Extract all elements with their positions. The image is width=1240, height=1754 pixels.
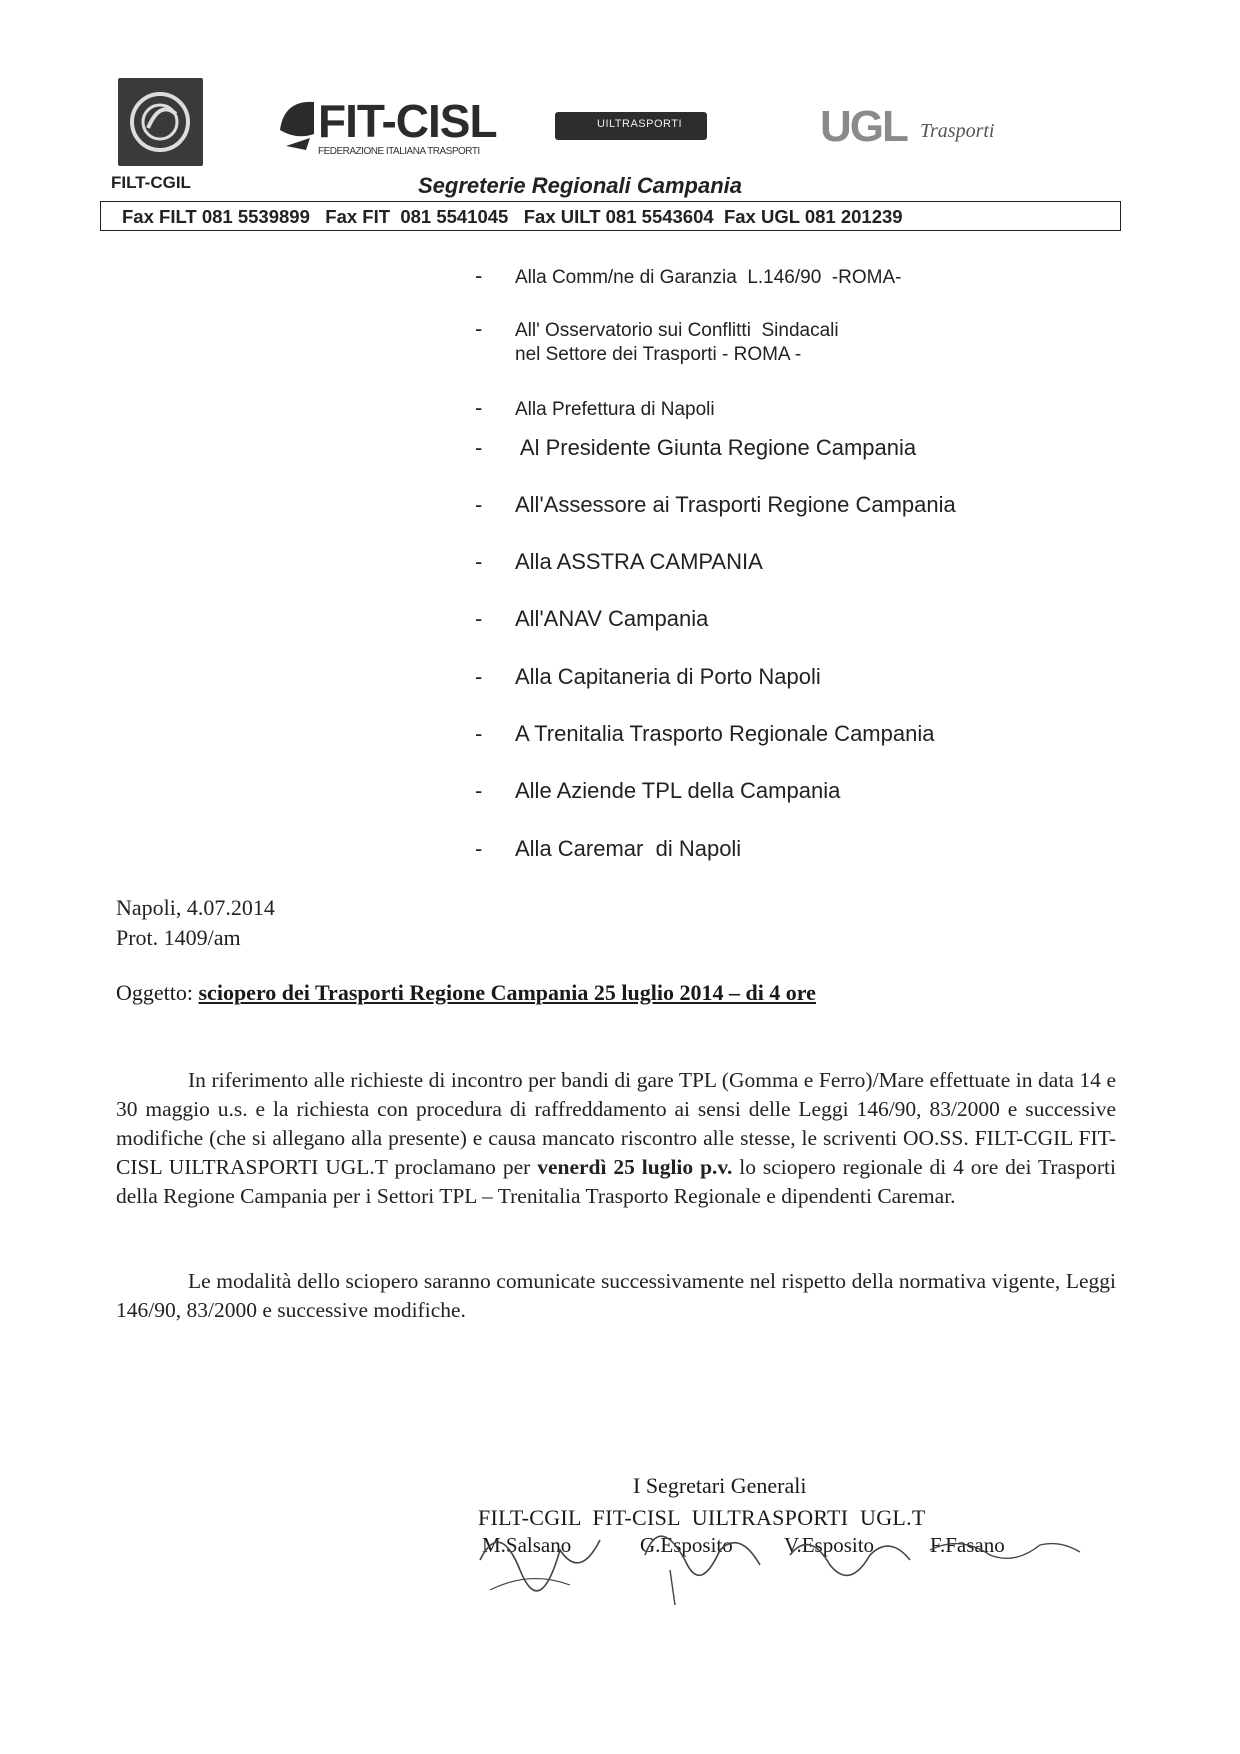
recipient-text: Alla Caremar di Napoli [515, 836, 742, 861]
filt-cgil-logo [118, 78, 203, 166]
subject-label: Oggetto: [116, 980, 199, 1005]
strike-date: venerdì 25 luglio p.v. [537, 1155, 733, 1179]
body-paragraph-1 [116, 1066, 1116, 1211]
recipient-text: All'Assessore ai Trasporti Regione Campania [515, 492, 956, 517]
signatory-name: G.Esposito [640, 1533, 733, 1557]
body-paragraph-2: Le modalità dello sciopero saranno comunicate successivamente nel rispetto della normativa vigente, Leggi 146/90, 83/2000 e successive modifiche. [116, 1269, 1116, 1322]
recipient-item [475, 395, 715, 421]
recipient-text: All' Osservatorio sui Conflitti Sindacali [515, 320, 839, 341]
ugl-logo-subtitle: Trasporti [920, 120, 995, 142]
recipient-text: A Trenitalia Trasporto Regionale Campania [515, 721, 935, 746]
subject-text: sciopero dei Trasporti Regione Campania 25 luglio 2014 – di 4 ore [198, 980, 816, 1005]
signature-title: I Segretari Generali [633, 1473, 807, 1498]
signatory-name: F.Fasano [930, 1533, 1005, 1557]
recipient-item [475, 606, 708, 632]
signatory-name: V.Esposito [784, 1533, 875, 1557]
list-dash: - [475, 263, 483, 288]
fit-cisl-logo-text: FIT-CISL [318, 95, 497, 147]
recipient-item [475, 664, 821, 690]
recipient-text-line2: nel Settore dei Trasporti - ROMA - [515, 344, 802, 365]
recipient-item [475, 316, 839, 342]
recipient-item [475, 549, 763, 575]
signature-organizations: FILT-CGIL FIT-CISL UILTRASPORTI UGL.T [478, 1505, 926, 1530]
uiltrasporti-logo-text: UILTRASPORTI [597, 118, 683, 130]
recipient-text: Alla Prefettura di Napoli [515, 399, 715, 420]
recipient-item [475, 721, 934, 747]
list-dash: - [475, 492, 483, 517]
recipient-item [475, 492, 956, 518]
letter-date: Napoli, 4.07.2014 [116, 895, 275, 920]
recipient-text: Al Presidente Giunta Regione Campania [515, 435, 917, 460]
recipient-item [475, 778, 840, 804]
list-dash: - [475, 549, 483, 574]
list-dash: - [475, 606, 483, 631]
list-dash: - [475, 778, 483, 803]
list-dash: - [475, 836, 483, 861]
list-dash: - [475, 316, 483, 341]
body-text: lo sciopero regionale di 4 ore dei Trasporti della Regione Campania per i Settori TPL – Trenitalia Trasporto Regionale e dipendenti Caremar. [116, 1155, 1116, 1208]
list-dash: - [475, 664, 483, 689]
list-dash: - [475, 435, 483, 460]
filt-cgil-emblem-icon [118, 78, 203, 166]
protocol-number: Prot. 1409/am [116, 925, 241, 950]
body-text: In riferimento alle richieste di incontro per bandi di gare TPL (Gomma e Ferro)/Mare effettuate in data 14 e 30 maggio u.s. e la richiesta con procedura di raffreddamento ai sensi delle Leggi 146/90, 83/2000 e successive modifiche (che si allegano alla presente) e causa mancato riscontro alle stesse, le scriventi OO.SS. FILT-CGIL FIT-CISL UILTRASPORTI UGL.T proclamano per [116, 1068, 1116, 1179]
letterhead-title: Segreterie Regionali Campania [418, 173, 742, 198]
subject-line [116, 980, 816, 1006]
handwritten-signatures-icon [470, 1500, 1090, 1610]
list-dash: - [475, 395, 483, 420]
recipient-text: Alla ASSTRA CAMPANIA [515, 549, 763, 574]
list-dash: - [475, 721, 483, 746]
signatory-name: M.Salsano [482, 1533, 572, 1557]
recipient-item [475, 263, 902, 289]
fax-numbers: Fax FILT 081 5539899 Fax FIT 081 5541045 Fax UILT 081 5543604 Fax UGL 081 201239 [122, 206, 903, 227]
fit-cisl-logo-subtitle: FEDERAZIONE ITALIANA TRASPORTI [318, 146, 480, 157]
ugl-logo-text: UGL [820, 102, 907, 151]
recipient-text: Alle Aziende TPL della Campania [515, 778, 841, 803]
recipient-text: All'ANAV Campania [515, 606, 709, 631]
recipient-item [475, 836, 741, 862]
recipient-item [475, 435, 916, 461]
recipient-text: Alla Capitaneria di Porto Napoli [515, 664, 821, 689]
recipient-text: Alla Comm/ne di Garanzia L.146/90 -ROMA- [515, 267, 902, 288]
filt-cgil-label: FILT-CGIL [111, 173, 191, 192]
